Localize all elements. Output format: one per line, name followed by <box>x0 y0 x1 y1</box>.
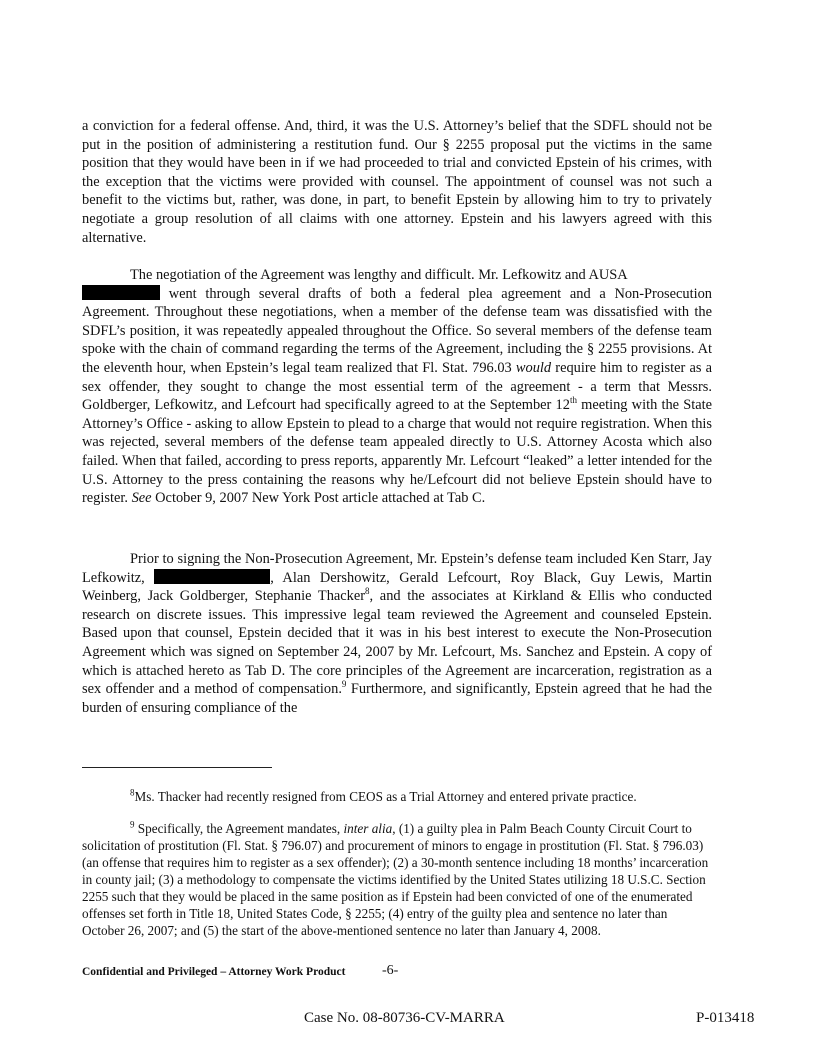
footnote-divider <box>82 767 272 768</box>
footnote-ref-8: 8 <box>365 586 370 597</box>
redaction-block <box>82 285 160 300</box>
page-number: -6- <box>382 963 399 978</box>
confidentiality-notice: Confidential and Privileged – Attorney Work Product <box>82 966 346 978</box>
paragraph-defense-team: Prior to signing the Non-Prosecution Agreement, Mr. Epstein’s defense team included Ken Starr, Jay Lefkowitz, , Alan Dershowitz, Gerald Lefcourt, Roy Black, Guy Lewis, Martin Weinberg, Jack Goldberger, Stephanie Thacker$^8$, and the associates at Kirkland & Ellis who conducted research on discrete issues. This impressive legal team reviewed the Agreement and counseled Epstein. Based upon that counsel, Epstein decided that it was in his best interest to execute the Non-Prosecution Agreement which was signed on September 24, 2007 by Mr. Lefcourt, Ms. Sanchez and Epstein. A copy of which is attached hereto as Tab D. The core principles of the Agreement are incarceration, registration as a sex offender and a method of compensation.$^9$ Furthermore, and significantly, Epstein agreed that he had the burden of ensuring compliance of the <box>82 551 713 716</box>
footnote-ref-9: 9 <box>341 679 347 690</box>
footnote-9: $^9$ Specifically, the Agreement mandates, inter alia, (1) a guilty plea in Palm Beach County Circuit Court to solicitation of prostitution (Fl. Stat. § 796.07) and procurement of minors to engage in prostitution (Fl. Stat. § 796.03) (an offense that requires him to register as a sex offender); (2) a 30-month sentence including 18 months’ incarceration in county jail; (3) a methodology to compensate the victims identified by the United States utilizing 18 U.S.C. Section 2255 such that they would be placed in the same position as if Epstein had been convicted of one of the enumerated offenses set forth in Title 18, United States Code, § 2255; (4) entry of the guilty plea and sentence no later than October 26, 2007; and (5) the start of the above-mentioned sentence no later than January 4, 2008. <box>82 819 709 938</box>
bates-number: P-013418 <box>696 1010 755 1026</box>
redaction-block <box>154 569 270 584</box>
paragraph-agreement-negotiation: The negotiation of the Agreement was lengthy and difficult. Mr. Lefkowitz and AUSA went through several drafts of both a federal plea agreement and a Non-Prosecution Agreement. Throughout these negotiations, when a member of the defense team was dissatisfied with the SDFL’s position, it was repeatedly appealed throughout the Office. So several members of the defense team spoke with the chain of command regarding the terms of the Agreement, including the § 2255 provisions. At the eleventh hour, when Epstein’s legal team realized that Fl. Stat. 796.03 would require him to register as a sex offender, they sought to change the most essential term of the agreement - a term that Messrs. Goldberger, Lefkowitz, and Lefcourt had specifically agreed to at the September 12th meeting with the State Attorney’s Office - asking to allow Epstein to plead to a charge that would not require registration. When this was rejected, several members of the defense team appealed directly to U.S. Attorney Acosta which also failed. When that failed, according to press reports, apparently Mr. Lefcourt “leaked” a letter intended for the U.S. Attorney to the press containing the reasons why he/Lefcourt did not believe Epstein should have to register. See October 9, 2007 New York Post article attached at Tab C. <box>82 267 712 507</box>
case-number: Case No. 08-80736-CV-MARRA <box>304 1010 505 1026</box>
footnote-8: $^8$Ms. Thacker had recently resigned from CEOS as a Trial Attorney and entered private practice. <box>130 787 637 804</box>
paragraph-restitution-fund: a conviction for a federal offense. And, third, it was the U.S. Attorney’s belief that the SDFL should not be put in the position of administering a restitution fund. Our § 2255 proposal put the victims in the same position that they would have been in if we had proceeded to trial and convicted Epstein of his crimes, with the exception that the victims were provided with counsel. The appointment of counsel was not such a benefit to the victims but, rather, was done, in part, to benefit Epstein by allowing him to try to privately negotiate a group resolution of all claims with one attorney. Epstein and his lawyers agreed with this alternative. <box>82 118 712 246</box>
